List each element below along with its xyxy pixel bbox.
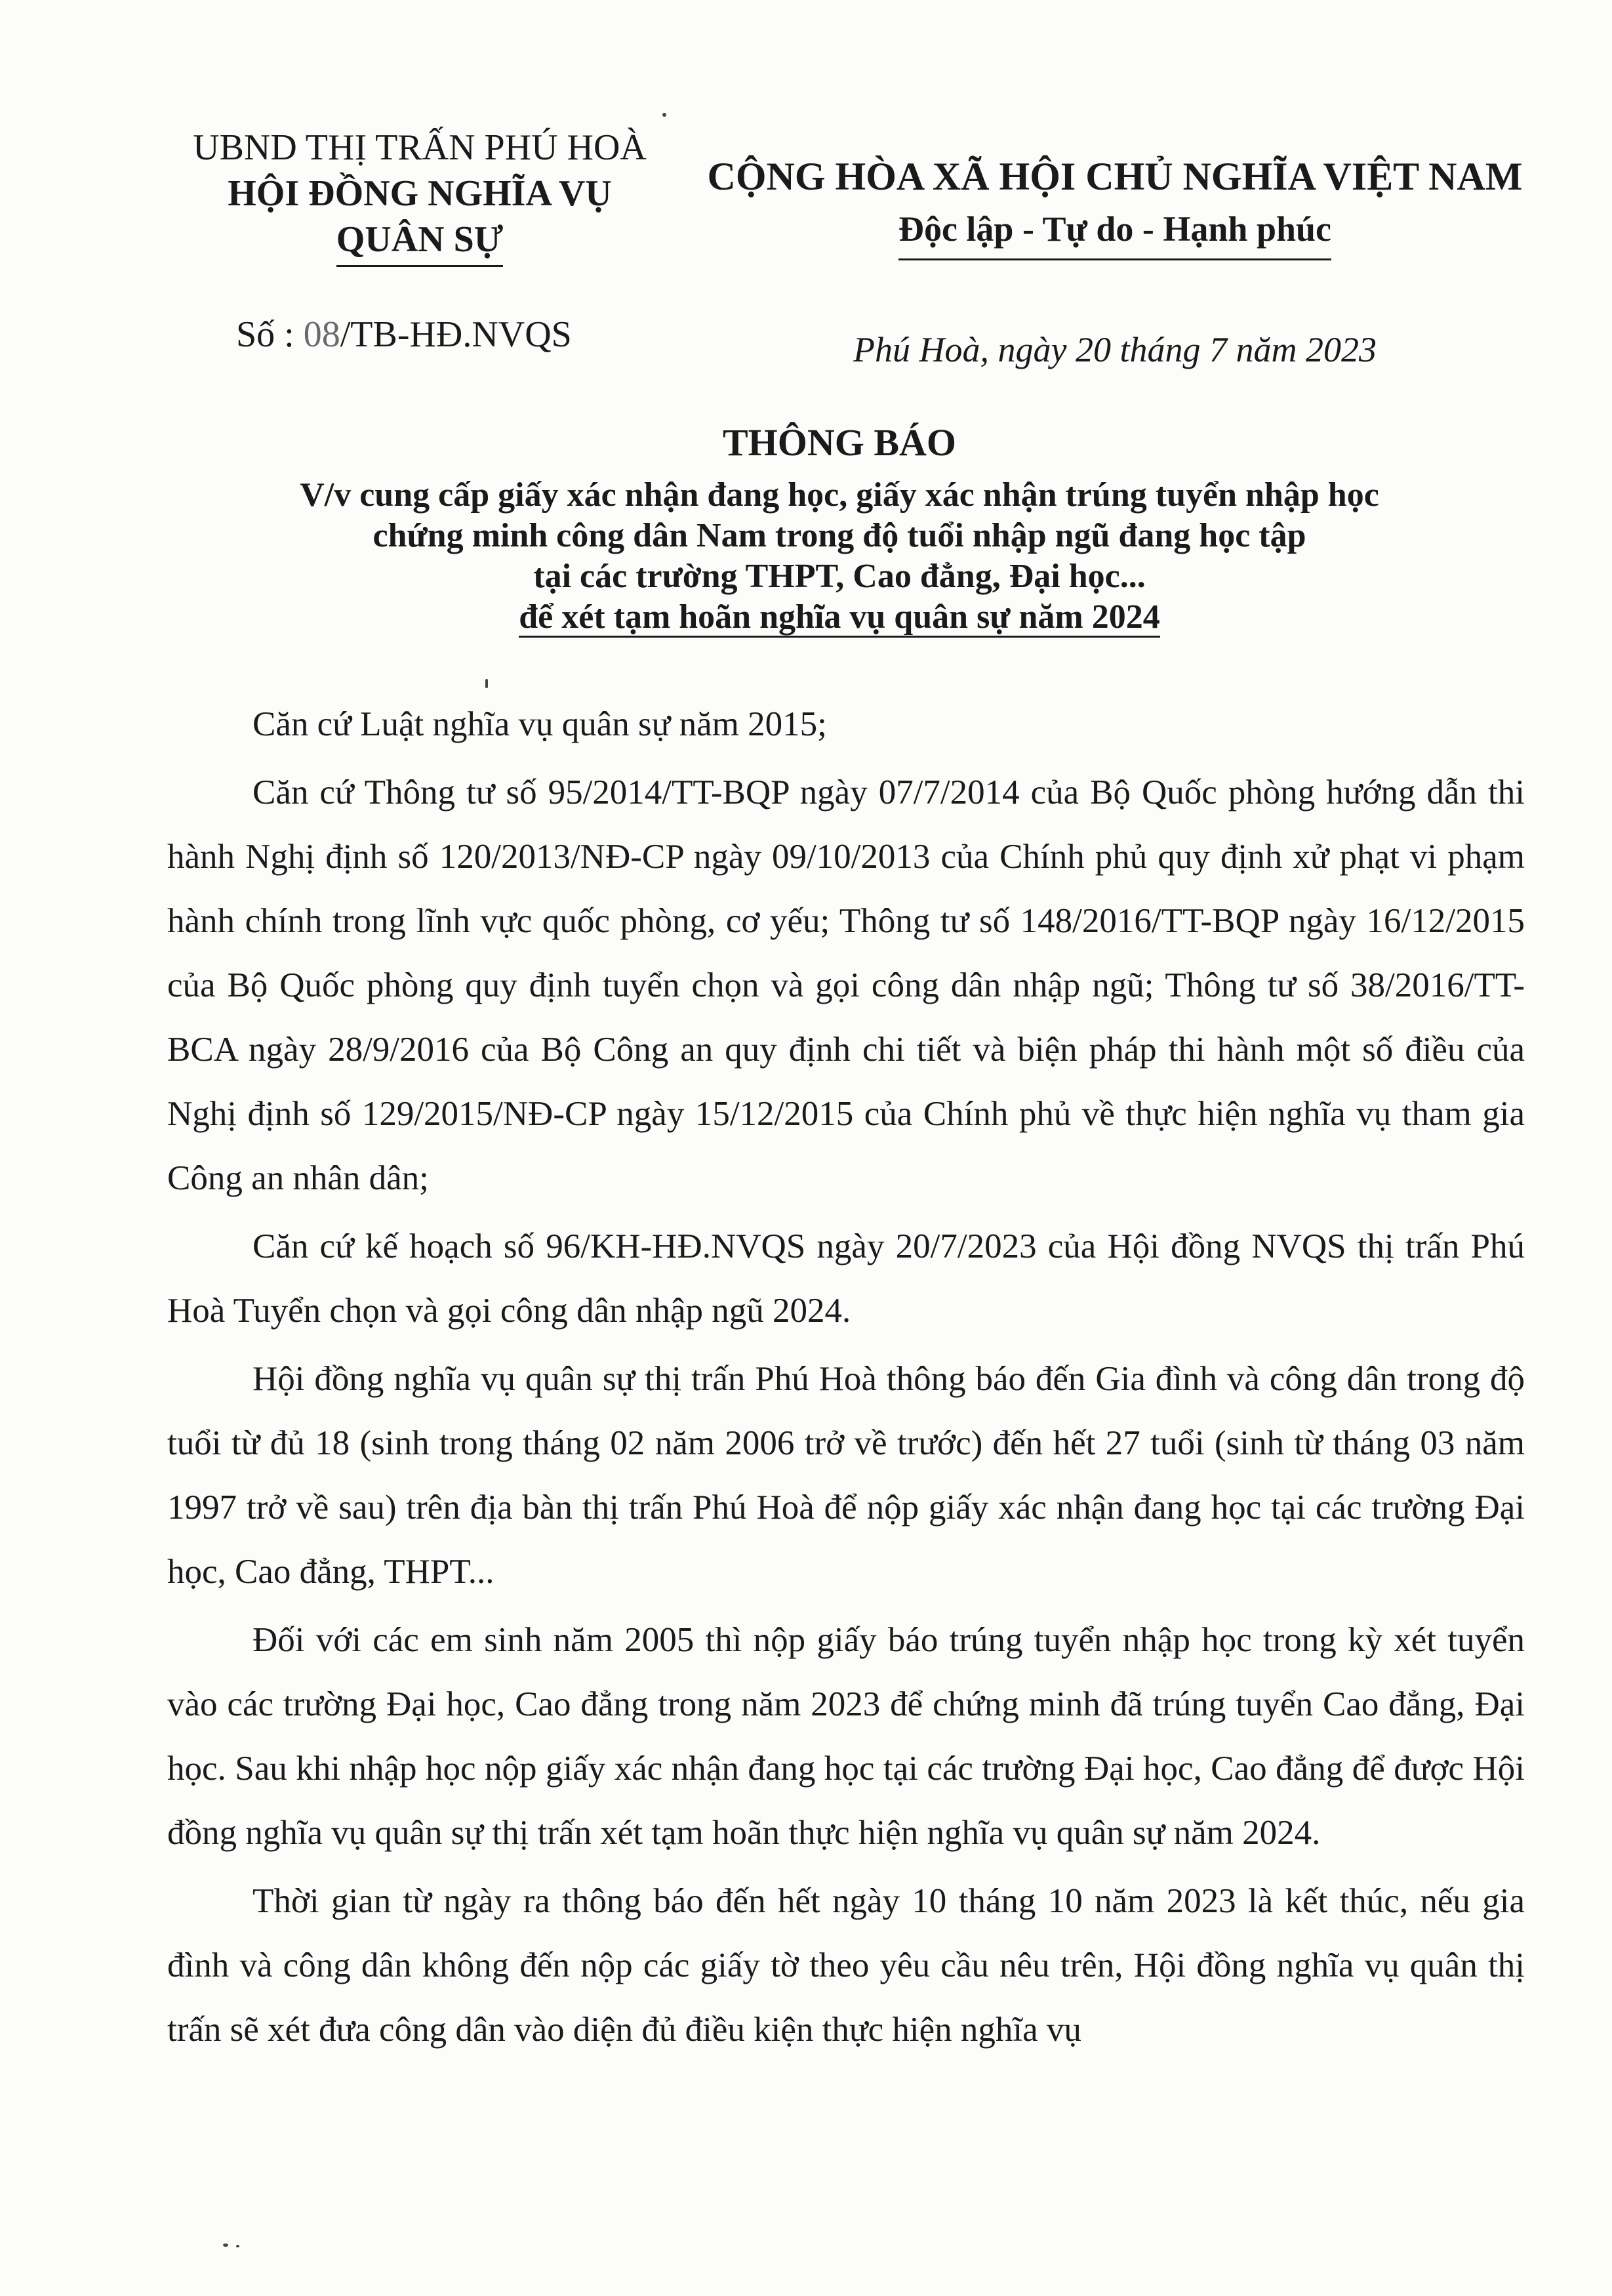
scan-speck [223,2244,228,2247]
paragraph-legal-basis-1: Căn cứ Luật nghĩa vụ quân sự năm 2015; [252,705,827,743]
paragraph-legal-basis-2: Căn cứ Thông tư số 95/2014/TT-BQP ngày 07/7/2014 của Bộ Quốc phòng hướng dẫn thi hành Nghị định số 120/2013/NĐ-CP ngày 09/10/2013 của Chính phủ quy định xử phạt vi phạm hành chính trong lĩnh vực quốc phòng, cơ yếu; Thông tư số 148/2016/TT-BQP ngày 16/12/2015 của Bộ Quốc phòng quy định tuyển chọn và gọi công dân nhập ngũ; Thông tư số 38/2016/TT-BCA ngày 28/9/2016 của Bộ Công an quy định chi tiết và biện pháp thi hành một số điều của Nghị định số 129/2015/NĐ-CP ngày 15/12/2015 của Chính phủ về thực hiện nghĩa vụ tham gia Công an nhân dân; [167,773,1525,1197]
paragraph-deadline: Thời gian từ ngày ra thông báo đến hết ngày 10 tháng 10 năm 2023 là kết thúc, nếu gia đình và công dân không đến nộp các giấy tờ theo yêu cầu nêu trên, Hội đồng nghĩa vụ quân thị trấn sẽ xét đưa công dân vào diện đủ điều kiện thực hiện nghĩa vụ [167,1882,1525,2049]
paragraph-legal-basis-3: Căn cứ kế hoạch số 96/KH-HĐ.NVQS ngày 20/7/2023 của Hội đồng NVQS thị trấn Phú Hoà Tuyển chọn và gọi công dân nhập ngũ 2024. [167,1227,1525,1330]
document-subject [197,475,1482,638]
paragraph-announcement: Hội đồng nghĩa vụ quân sự thị trấn Phú Hoà thông báo đến Gia đình và công dân trong độ tuổi từ đủ 18 (sinh trong tháng 02 năm 2006 trở về trước) đến hết 27 tuổi (sinh từ tháng 03 năm 1997 trở về sau) trên địa bàn thị trấn Phú Hoà để nộp giấy xác nhận đang học tại các trường Đại học, Cao đẳng, THPT... [167,1360,1525,1591]
paragraph-class-2005: Đối với các em sinh năm 2005 thì nộp giấy báo trúng tuyển nhập học trong kỳ xét tuyển vào các trường Đại học, Cao đẳng trong năm 2023 để chứng minh đã trúng tuyển Cao đẳng, Đại học. Sau khi nhập học nộp giấy xác nhận đang học tại các trường Đại học, Cao đẳng để được Hội đồng nghĩa vụ quân sự thị trấn xét tạm hoãn thực hiện nghĩa vụ quân sự năm 2024. [167,1621,1525,1852]
scan-speck [236,2245,239,2247]
document-number [236,312,572,358]
authority-line-1: UBND THỊ TRẤN PHÚ HOÀ [193,127,647,168]
subject-line-4: để xét tạm hoãn nghĩa vụ quân sự năm 2024 [519,598,1160,638]
doc-number-value: 08 [303,314,340,355]
doc-number-suffix: /TB-HĐ.NVQS [340,314,572,355]
place-date: Phú Hoà, ngày 20 tháng 7 năm 2023 [853,330,1377,369]
document-body [167,692,1525,2062]
issuing-authority [164,125,675,267]
authority-line-2: HỘI ĐỒNG NGHĨA VỤ [228,173,612,214]
scan-speck [662,113,666,117]
doc-number-prefix: Số : [236,314,304,355]
document-title: THÔNG BÁO [722,421,957,464]
national-heading [695,151,1535,260]
national-motto: Độc lập - Tự do - Hạnh phúc [898,203,1331,260]
subject-line-1: V/v cung cấp giấy xác nhận đang học, giấy xác nhận trúng tuyển nhập học [300,476,1379,514]
subject-line-3: tại các trường THPT, Cao đẳng, Đại học... [533,558,1146,595]
national-name: CỘNG HÒA XÃ HỘI CHỦ NGHĨA VIỆT NAM [707,155,1523,198]
authority-line-3: QUÂN SỰ [336,216,504,267]
scan-speck [485,679,488,688]
subject-line-2: chứng minh công dân Nam trong độ tuổi nhập ngũ đang học tập [373,517,1306,554]
